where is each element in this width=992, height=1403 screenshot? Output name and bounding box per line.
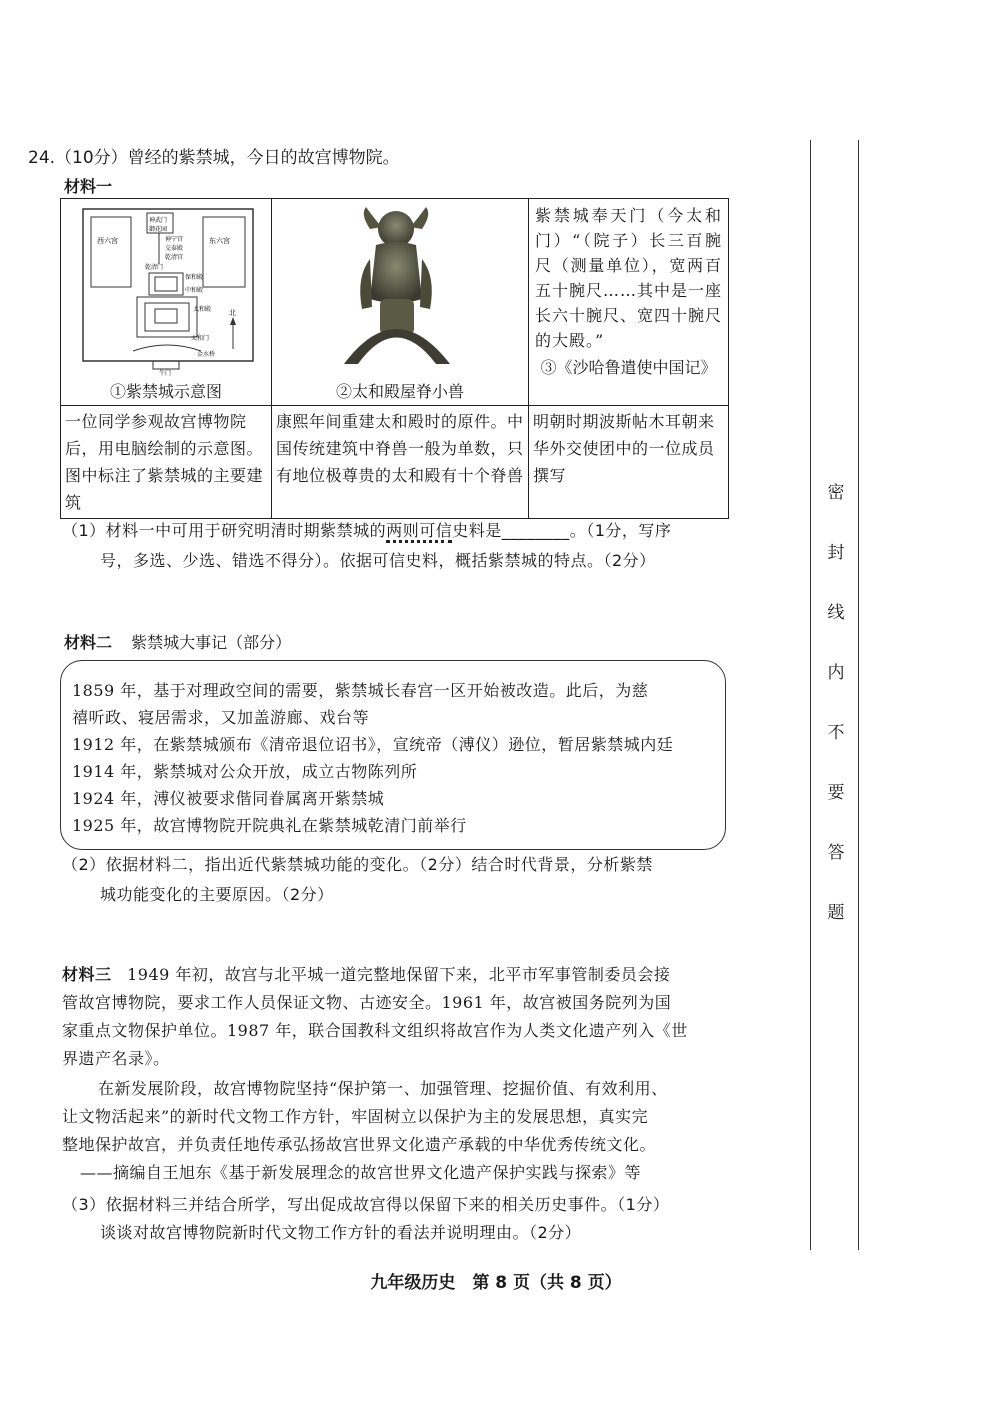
- q1-emph: 两则可信: [386, 521, 452, 543]
- map-cell: [61, 199, 272, 406]
- material3-p1-line: [62, 962, 730, 988]
- event-line: 1859 年，基于对理政空间的需要，紫禁城长春宫一区开始被改造。此后，为慈: [72, 681, 649, 700]
- q1-line2: 号，多选、少选、错选不得分）。依据可信史料，概括紫禁城的特点。（2分）: [100, 551, 656, 570]
- q1-line1: [62, 518, 671, 544]
- material3-p1-text: 1949 年初，故宫与北平城一道完整地保留下来，北平市军事管制委员会接: [127, 965, 671, 984]
- caption-statue: ②太和殿屋脊小兽: [335, 382, 464, 401]
- seal-char: 题: [827, 903, 845, 923]
- seal-char: 不: [827, 723, 845, 743]
- q3-line1: （3）依据材料三并结合所学，写出促成故宫得以保留下来的相关历史事件。（1分）: [62, 1195, 670, 1214]
- desc-map: 一位同学参观故宫博物院后，用电脑绘制的示意图。图中标注了紫禁城的主要建筑: [65, 412, 264, 512]
- event-line: 1912 年，在紫禁城颁布《清帝退位诏书》，宣统帝（溥仪）逊位，暂居紫禁城内廷: [72, 735, 674, 754]
- material2-label: 材料二: [64, 633, 113, 652]
- map-label-taihemen: 太和门: [191, 335, 210, 342]
- map-label-jinshui: 金水桥: [197, 351, 216, 358]
- desc-statue: 康熙年间重建太和殿时的原件。中国传统建筑中脊兽一般为单数，只有地位极尊贵的太和殿有十个脊兽: [276, 412, 524, 485]
- seal-char: 要: [827, 783, 845, 803]
- seal-char: 线: [827, 603, 845, 623]
- event-line: 禧听政、寝居需求，又加盖游廊、戏台等: [72, 708, 370, 727]
- map-label-yuhuayuan: 御花园: [149, 226, 168, 233]
- material1-table: [60, 198, 729, 519]
- seal-char: 内: [827, 663, 845, 683]
- q1-pre: （1）材料一中可用于研究明清时期紫禁城的: [62, 521, 387, 540]
- material3-p1-line: 管故宫博物院，要求工作人员保证文物、古迹安全。1961 年，故宫被国务院列为国: [62, 993, 672, 1012]
- map-label-baohe: 保和殿: [185, 274, 204, 281]
- map-label-wumen: 午门: [159, 370, 172, 377]
- seal-char: 密: [827, 483, 845, 503]
- statue-cell: [272, 199, 529, 406]
- material2-subtitle: 紫禁城大事记（部分）: [131, 633, 292, 652]
- material3-p2-line: 让文物活起来”的新时代文物工作方针，牢固树立以保护为主的发展思想，真实完: [62, 1107, 649, 1126]
- q1-post: 史料是________。（1分，写序: [452, 521, 672, 540]
- material3-label: 材料三: [62, 965, 112, 984]
- quote-text: 紫禁城奉天门（今太和门）“（院子）长三百腕尺（测量单位），宽两百五十腕尺……其中是一座长六十腕尺、宽四十腕尺的大殿。”: [535, 206, 723, 350]
- event-line: 1925 年，故宫博物院开院典礼在紫禁城乾清门前举行: [72, 816, 467, 835]
- page-footer: 九年级历史 第 8 页（共 8 页）: [370, 1273, 622, 1293]
- map-label-qianqing: 乾清宫: [165, 254, 184, 261]
- seal-char: 封: [827, 543, 845, 563]
- caption-map: ①紫禁城示意图: [109, 382, 222, 401]
- map-label-shenwu: 神武门: [149, 217, 168, 224]
- seal-line-left: [810, 140, 811, 1250]
- material3-p2-line: 在新发展阶段，故宫博物院坚持“保护第一、加强管理、挖掘价值、有效利用、: [98, 1079, 668, 1098]
- map-label-west: 西六宫: [97, 237, 118, 245]
- q3-line2: 谈谈对故宫博物院新时代文物工作方针的看法并说明理由。（2分）: [100, 1223, 582, 1242]
- material2-header: [64, 630, 291, 653]
- material3-p1-line: 家重点文物保护单位。1987 年，联合国教科文组织将故宫作为人类文化遗产列入《世: [62, 1021, 688, 1040]
- seal-char: 答: [827, 843, 845, 863]
- roof-beast-figure: [272, 199, 529, 379]
- quote-cell: [529, 199, 729, 406]
- map-label-qianqingmen: 乾清门: [145, 264, 164, 271]
- material3-p1-line: 界遗产名录》。: [62, 1049, 170, 1068]
- event-line: 1914 年，紫禁城对公众开放，成立古物陈列所: [72, 762, 418, 781]
- material1-label: 材料一: [64, 177, 113, 196]
- forbidden-city-map: [61, 199, 272, 379]
- q2-line2: 城功能变化的主要原因。（2分）: [100, 885, 334, 904]
- map-label-shenning: 神宁宫: [165, 236, 184, 243]
- question-title: 24.（10分）曾经的紫禁城，今日的故宫博物院。: [28, 148, 400, 168]
- q2-line1: （2）依据材料二，指出近代紫禁城功能的变化。（2分）结合时代背景，分析紫禁: [62, 855, 653, 874]
- caption-record: ③《沙哈鲁遣使中国记》: [540, 358, 717, 377]
- material3-source: ——摘编自王旭东《基于新发展理念的故宫世界文化遗产保护实践与探索》等: [80, 1163, 642, 1182]
- event-line: 1924 年，溥仪被要求偕同眷属离开紫禁城: [72, 789, 385, 808]
- desc-record: 明朝时期波斯帖木耳朝来华外交使团中的一位成员撰写: [533, 412, 715, 485]
- seal-line-right: [858, 140, 859, 1250]
- map-label-zhonghe: 中和殿: [185, 287, 204, 294]
- map-label-taihe: 太和殿: [193, 306, 212, 313]
- map-label-east: 东六宫: [209, 237, 230, 245]
- material3-p2-line: 整地保护故宫，并负责任地传承弘扬故宫世界文化遗产承载的中华优秀传统文化。: [62, 1135, 657, 1154]
- map-label-north: 北: [229, 309, 236, 317]
- map-label-jiaotai: 交泰殿: [165, 245, 184, 252]
